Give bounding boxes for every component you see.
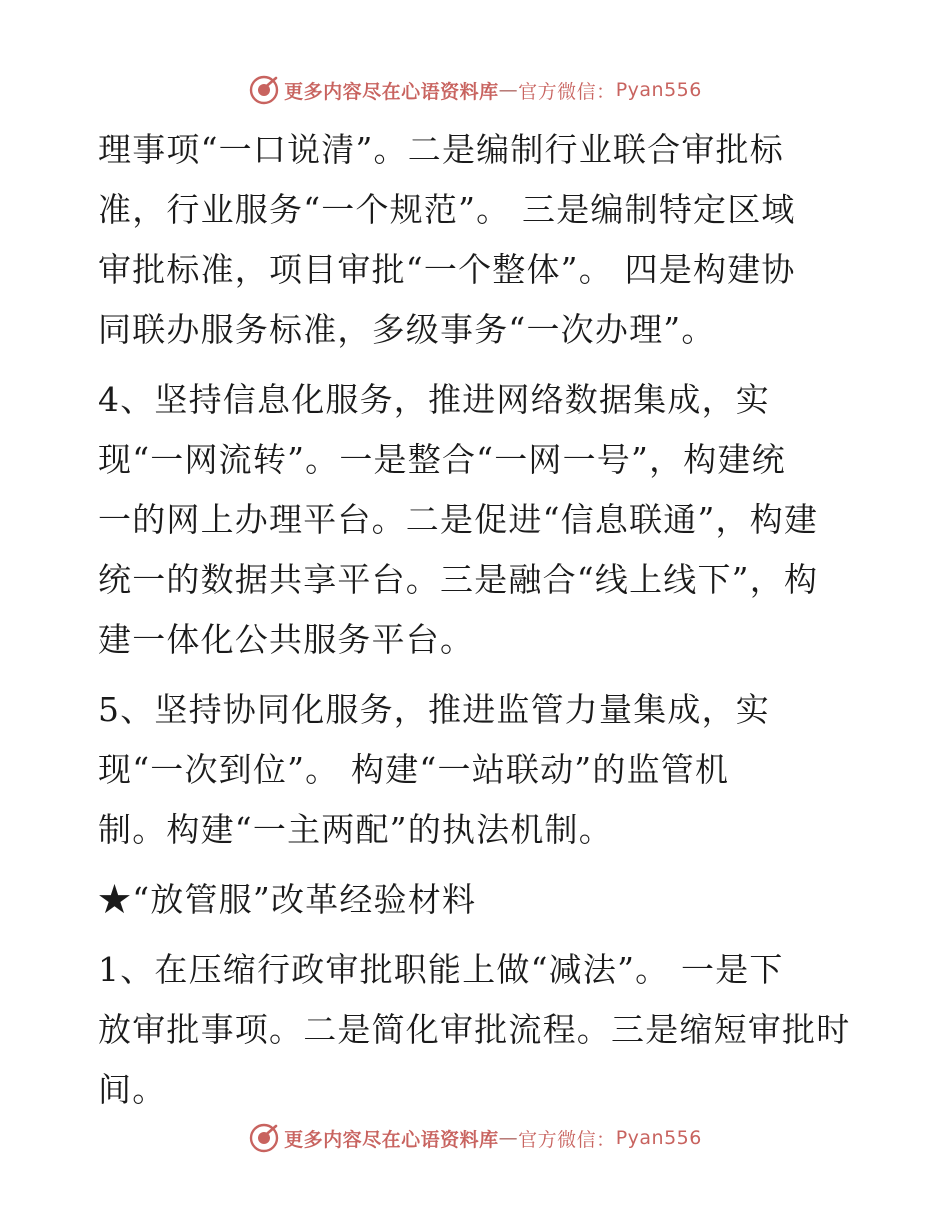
heading-line: ★“放管服”改革经验材料 [98, 880, 477, 919]
text-line: 间。 [98, 1070, 167, 1109]
text-line: 统一的数据共享平台。三是融合“线上线下”，构 [98, 560, 819, 599]
watermark-brand: 更多内容尽在心语资料库 [284, 1128, 499, 1151]
text-line: 建一体化公共服务平台。 [98, 620, 475, 659]
watermark-separator: — [498, 79, 519, 101]
text-line: 5、坚持协同化服务，推进监管力量集成，实 [98, 690, 770, 729]
text-line: 审批标准，项目审批“一个整体”。 四是构建协 [98, 250, 796, 289]
text-line: 1、在压缩行政审批职能上做“减法”。 一是下 [98, 950, 784, 989]
text-line: 制。构建“一主两配”的执法机制。 [98, 810, 613, 849]
section-heading [98, 870, 858, 930]
text-line: 放审批事项。二是简化审批流程。三是缩短审批时 [98, 1010, 851, 1049]
watermark-separator: — [498, 1127, 519, 1149]
paragraph-item-1 [98, 940, 858, 1120]
paragraph-item-4 [98, 370, 858, 670]
text-line: 准，行业服务“一个规范”。 三是编制特定区域 [98, 190, 796, 229]
text-line: 现“一次到位”。 构建“一站联动”的监管机 [98, 750, 730, 789]
footer-watermark [0, 1118, 950, 1158]
header-watermark [0, 70, 950, 110]
watermark-wechat-id: Pyan556 [615, 79, 702, 101]
watermark-label: 官方微信： [518, 80, 616, 103]
watermark-wechat-id: Pyan556 [615, 1127, 702, 1149]
text-line: 一的网上办理平台。二是促进“信息联通”，构建 [98, 500, 819, 539]
watermark-brand: 更多内容尽在心语资料库 [284, 80, 499, 103]
watermark-label: 官方微信： [518, 1128, 616, 1151]
text-line: 理事项“一口说清”。二是编制行业联合审批标 [98, 130, 784, 169]
text-line: 4、坚持信息化服务，推进网络数据集成，实 [98, 380, 770, 419]
text-line: 同联办服务标准，多级事务“一次办理”。 [98, 310, 716, 349]
paragraph-item-5 [98, 680, 858, 860]
watermark-logo-icon [248, 74, 280, 106]
paragraph-standards [98, 120, 858, 360]
document-body [98, 120, 858, 1120]
watermark-logo-icon [248, 1122, 280, 1154]
text-line: 现“一网流转”。一是整合“一网一号”，构建统 [98, 440, 786, 479]
